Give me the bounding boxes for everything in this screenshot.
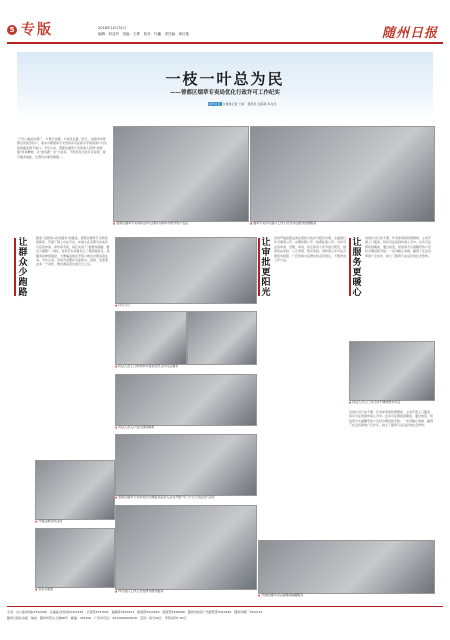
photo-onsite-check xyxy=(115,311,187,365)
masthead xyxy=(0,0,450,50)
caption-expiry-reminder: ▲ 开展检测许可证到期前提醒服务 xyxy=(258,593,304,597)
photo-volunteer-team xyxy=(115,434,257,496)
caption-legal-promo: ▲ 开展法制宣传活动 xyxy=(35,519,63,523)
section-1-bar xyxy=(14,238,16,296)
footer-notes: 随州日报社出版 地址：随州市烈山大道98号 邮编：441300 广告许可证：4213004000016 定价：每月30元 零售每份1.00元 xyxy=(7,616,187,620)
caption-service-window: ▲ 烟草专卖许可窗口工作人员为办证群众热情服务 xyxy=(250,221,317,225)
byline xyxy=(167,102,317,106)
section-3-body-continued: 该局针对行动不便、年老体弱等特殊群体，主动开展上门服务，将许可证送到申请人手中。在许可证即将到期前，通过电话、短信等方式提醒零售户及时办理延续手续。一系列暖心举措，赢得了社会各界的广泛好评，树立了烟草行业良好的社会形象。 xyxy=(349,410,433,428)
paper-name-logo: 随州日报 xyxy=(382,26,439,41)
masthead-date: 2018年10月31日 xyxy=(98,26,127,30)
section-1-heading: 让群众少跑路 xyxy=(18,238,28,298)
byline-names: 全媒体记者 王彬 通讯员 张海燕 李兆龙 xyxy=(222,102,277,106)
section-number-badge: 5 xyxy=(7,25,17,35)
section-1-body: 随着“互联网+政务服务”的推进，曾都区烟草专卖局积极探索，开通了网上办证平台，申请人在家即可完成许可证的申请、审核等手续，真正实现了“数据多跑路、群众少跑腿”。同时，该局还在各镇设立了便民服务点，将服务延伸到基层，方便偏远地区零售户就近办理各项业务。今年以来，该局共受理许可证新办、延续、变更等业务一千余件，群众满意度达到百分之百。 xyxy=(36,236,110,267)
section-2-heading: 让审批更阳光 xyxy=(261,238,271,298)
caption-book-house: ▲ 农家书屋里 xyxy=(35,587,54,591)
headline-banner xyxy=(17,52,433,122)
photo-door-service xyxy=(349,341,435,401)
headline-title: 一枝一叶总为民 xyxy=(165,70,285,88)
photo-onsite-check-2 xyxy=(187,311,257,365)
masthead-editors: 编辑：何亚玲 美编：王彬 校对：代巍 责任编：徐红艳 xyxy=(98,32,189,36)
caption-onsite-check: ▲ 执法人员上门核实申办者是否符合许可证要求 xyxy=(115,364,179,368)
section-2-body: 该局严格按照法律法规和行政许可程序办事，全面推行许可事项公开、办理时限公开、收费标准公开。对许可证的申请、受理、审查、决定等各个环节进行规范，做到依法审批、公正审批、阳光审批。同时建立许可证办理回访制度，广泛听取办证群众的意见建议，不断改进工作方法。 xyxy=(274,236,346,263)
caption-home-survey: ▲ 执法人员入户进行现场勘验 xyxy=(115,425,155,429)
section-name: 专版 xyxy=(21,22,53,38)
section-2-bar xyxy=(258,238,260,296)
footer-offices: 专卖：办公室(传真)3310396 总编室(含传真)3327167 记者部3327641 编辑部3327913 新闻部3310426 经营部3318286 随州市政府广告经营部3310194 随州印刷厂3310121 xyxy=(7,610,263,614)
headline-subtitle: ——曾都区烟草专卖局优化行政许可工作纪实 xyxy=(169,90,280,96)
section-3-body: 该局针对行动不便、年老体弱等特殊群体，主动开展上门服务，将许可证送到申请人手中。在许可证即将到期前，通过电话、短信等方式提醒零售户及时办理延续手续。一系列暖心举措，赢得了社会各界的广泛好评，树立了烟草行业良好的社会形象。 xyxy=(365,236,432,258)
photo-book-house xyxy=(35,528,115,588)
caption-door-service: ▲ 执法人员上门为行动不便的群众办证 xyxy=(349,400,401,404)
photo-window-service xyxy=(115,505,257,590)
photo-legal-promo xyxy=(35,460,115,520)
section-3-bar xyxy=(349,238,351,296)
caption-window-service: ▲ 许可窗口工作人员热情为群众服务 xyxy=(115,589,164,593)
caption-hall: ▲ 许可大厅 xyxy=(115,303,131,307)
photo-hall xyxy=(115,237,257,304)
photo-license-handover xyxy=(113,126,249,222)
photo-service-window xyxy=(250,126,435,222)
photo-expiry-reminder xyxy=(258,540,435,594)
photo-home-survey xyxy=(115,374,257,426)
byline-label: 随州日报 xyxy=(208,102,221,106)
caption-volunteer-team: ▲ 曾都区烟草专卖局党员志愿服务队深入企业开展“学习十九大进企业”活动 xyxy=(115,495,215,499)
footer-rule xyxy=(7,606,443,607)
section-3-heading: 让服务更暖心 xyxy=(352,238,362,298)
masthead-rule xyxy=(7,42,443,44)
caption-license-handover: ▲ 曾都区烟草专卖局执法中心现场为新申办的零售户发证 xyxy=(113,221,189,225)
lead-text: “不出门就能办理了，方便又快捷，为市民点赞。”近日，在随州市曾都区的某零售户，前来办理烟草专卖零售许可证新办手续的商户对该局的服务赞不绝口。今年以来，曾都区烟草专卖局深入贯彻“放管服”改革精神，以“最多跑一次”为目标，不断优化行政许可流程，提升服务效能，让群众办事更便捷…… xyxy=(17,137,107,159)
